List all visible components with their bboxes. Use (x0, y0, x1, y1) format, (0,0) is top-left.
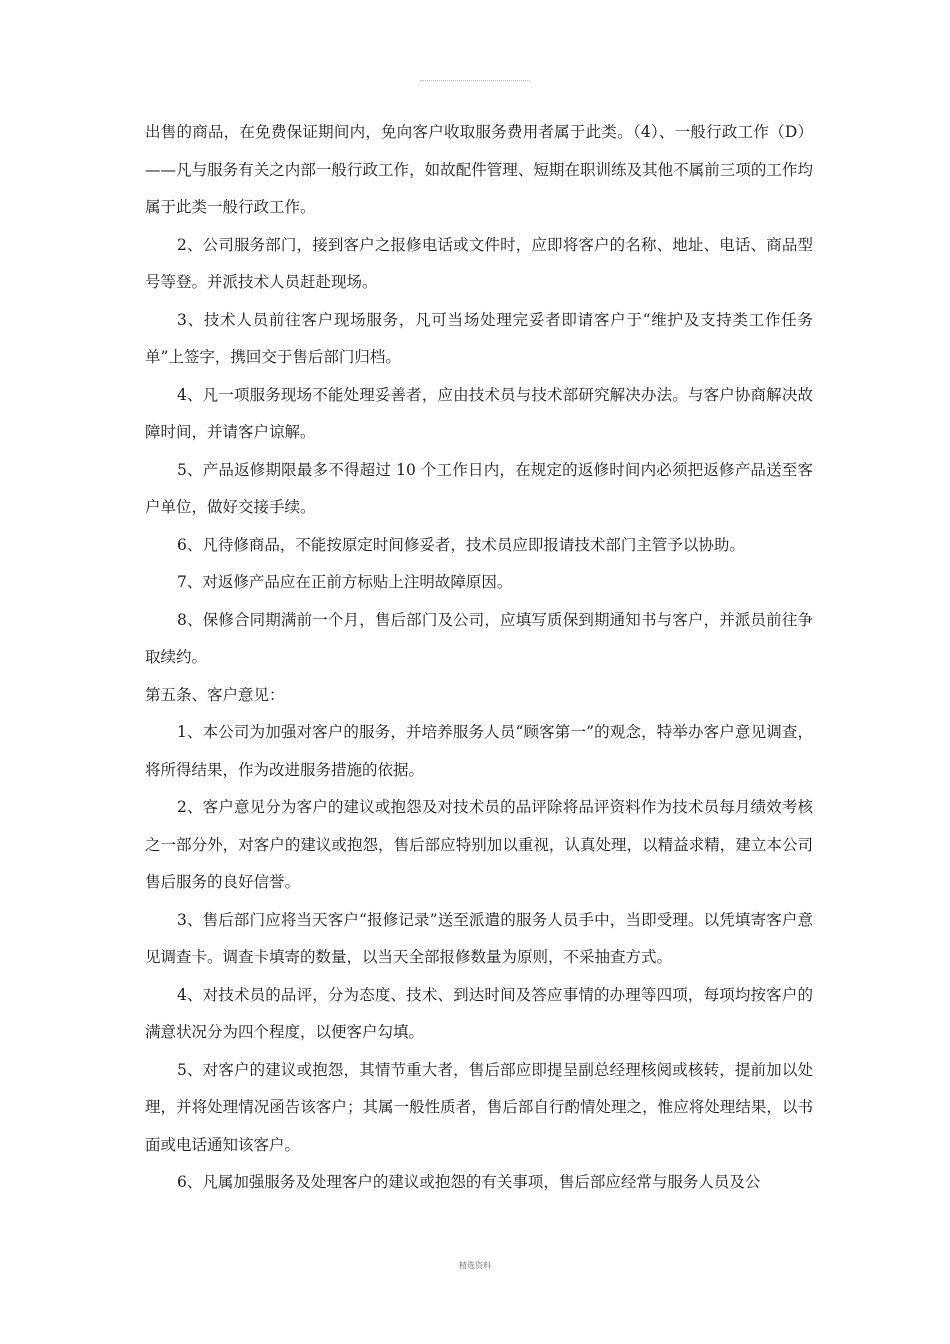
paragraph: 3、技术人员前往客户现场服务，凡可当场处理完妥者即请客户于“维护及支持类工作任务单”上签字，携回交于售后部门归档。 (145, 310, 813, 366)
paragraph: 5、产品返修期限最多不得超过 10 个工作日内，在规定的返修时间内必须把返修产品送至客户单位，做好交接手续。 (145, 460, 813, 516)
document-body (145, 114, 813, 1202)
paragraph: 7、对返修产品应在正前方标贴上注明故障原因。 (177, 573, 513, 591)
paragraph: 6、凡待修商品，不能按原定时间修妥者，技术员应即报请技术部门主管予以协助。 (177, 535, 745, 554)
paragraph: 5、对客户的建议或抱怨，其情节重大者，售后部应即提呈副总经理核阅或核转，提前加以处理，并将处理情况函告该客户；其属一般性质者，售后部自行酌情处理之，惟应将处理结果，以书面或电话通知该客户。 (145, 1060, 813, 1154)
paragraph: 2、客户意见分为客户的建议或抱怨及对技术员的品评除将品评资料作为技术员每月绩效考核之一部分外，对客户的建议或抱怨，售后部应特别加以重视，认真处理，以精益求精，建立本公司售后服务的良好信誉。 (145, 798, 813, 891)
paragraph: 出售的商品，在免费保证期间内，免向客户收取服务费用者属于此类。（4）、一般行政工作（D）——凡与服务有关之内部一般行政工作，如故配件管理、短期在职训练及其他不属前三项的工作均属于此类一般行政工作。 (145, 123, 813, 216)
paragraph: 6、凡属加强服务及处理客户的建议或抱怨的有关事项，售后部应经常与服务人员及公 (177, 1173, 761, 1191)
paragraph: 4、凡一项服务现场不能处理妥善者，应由技术员与技术部研究解决办法。与客户协商解决故障时间，并请客户谅解。 (145, 385, 813, 441)
header-divider (420, 80, 530, 81)
paragraph: 1、本公司为加强对客户的服务，并培养服务人员“顾客第一”的观念，特举办客户意见调查，将所得结果，作为改进服务措施的依据。 (145, 723, 813, 779)
paragraph: 3、售后部门应将当天客户“报修记录”送至派遣的服务人员手中，当即受理。以凭填寄客户意见调查卡。调查卡填寄的数量，以当天全部报修数量为原则，不采抽查方式。 (145, 910, 813, 966)
paragraph: 4、对技术员的品评，分为态度、技术、到达时间及答应事情的办理等四项，每项均按客户的满意状况分为四个程度，以便客户勾填。 (145, 985, 813, 1041)
paragraph: 2、公司服务部门，接到客户之报修电话或文件时，应即将客户的名称、地址、电话、商品型号等登。并派技术人员赶赴现场。 (145, 235, 813, 291)
paragraph: 8、保修合同期满前一个月，售后部门及公司，应填写质保到期通知书与客户，并派员前往争取续约。 (145, 610, 813, 666)
section-heading: 第五条、客户意见： (145, 685, 285, 704)
page-footer: 精选资料 (459, 1261, 491, 1270)
